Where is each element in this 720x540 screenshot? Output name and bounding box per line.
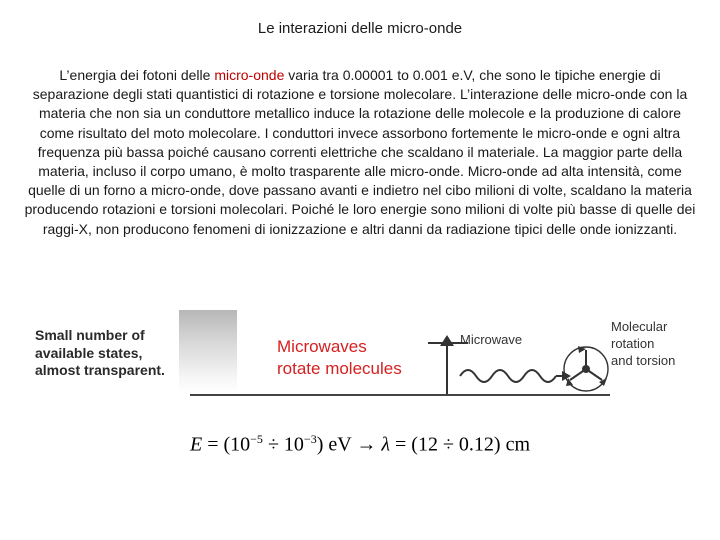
formula-part: = (12 ÷ 0.12) cm: [390, 433, 531, 456]
molecular-label: [611, 318, 711, 369]
formula-exponent: −3: [303, 432, 317, 446]
microwaves-label-line: Microwaves: [277, 337, 367, 356]
body-paragraph: [22, 66, 698, 239]
formula-exponent: −5: [250, 432, 263, 446]
states-label-line: available states,: [35, 344, 143, 361]
formula-part: = (10: [202, 433, 251, 456]
formula-part: ÷ 10: [262, 433, 304, 456]
paragraph-highlight: micro-onde: [214, 67, 285, 83]
slide-title: Le interazioni delle micro-onde: [257, 20, 463, 37]
formula-energy-symbol: E: [189, 433, 203, 456]
microwaves-label-line: rotate molecules: [277, 359, 402, 378]
states-label: [35, 327, 225, 380]
wave-label: Microwave: [460, 332, 523, 347]
molecular-label-line: rotation: [611, 336, 655, 351]
formula-lambda-symbol: λ: [381, 433, 390, 456]
states-label-line: Small number of: [35, 327, 145, 343]
energy-level-line: [446, 344, 448, 394]
molecular-label-line: Molecular: [611, 319, 668, 334]
formula-part: ) eV →: [316, 433, 382, 456]
molecular-label-line: and torsion: [611, 353, 676, 368]
paragraph-text-rest: varia tra 0.00001 to 0.001 e.V, che sono le tipiche energie di separazione degli stati quantistici di rotazione e torsione molecolare. L’interazione delle micro-onde con la materia che non sia un conduttore metallico induce la rotazione delle molecole e la produzione di calore come risultato del moto molecolare. I conduttori invece assorbono fortemente le micro-onde e ogni altra frequenza più bassa poiché causano correnti elettriche che scaldano il materiale. La maggior parte della materia, incluso il corpo umano, è molto trasparente alle micro-onde. Micro-onde ad alta intensità, come quelle di un forno a micro-onde, dove passano avanti e indietro nel cibo milioni di volte, scaldano la materia producendo rotazioni e torsioni molecolari. Poiché le loro energie sono milioni di volte più basse di quelle dei raggi-X, non producono fenomeni di ionizzazione e altri danni da radiazione tipici delle onde ionizzanti.: [24, 67, 696, 237]
energy-diagram: [0, 300, 720, 410]
arrow-up-icon: [440, 335, 454, 346]
paragraph-text-start: L’energia dei fotoni delle: [59, 67, 215, 83]
states-label-line: almost transparent.: [35, 362, 165, 378]
microwave-wave-icon: [458, 336, 618, 406]
energy-formula: [0, 432, 720, 457]
microwaves-label: [277, 336, 437, 380]
